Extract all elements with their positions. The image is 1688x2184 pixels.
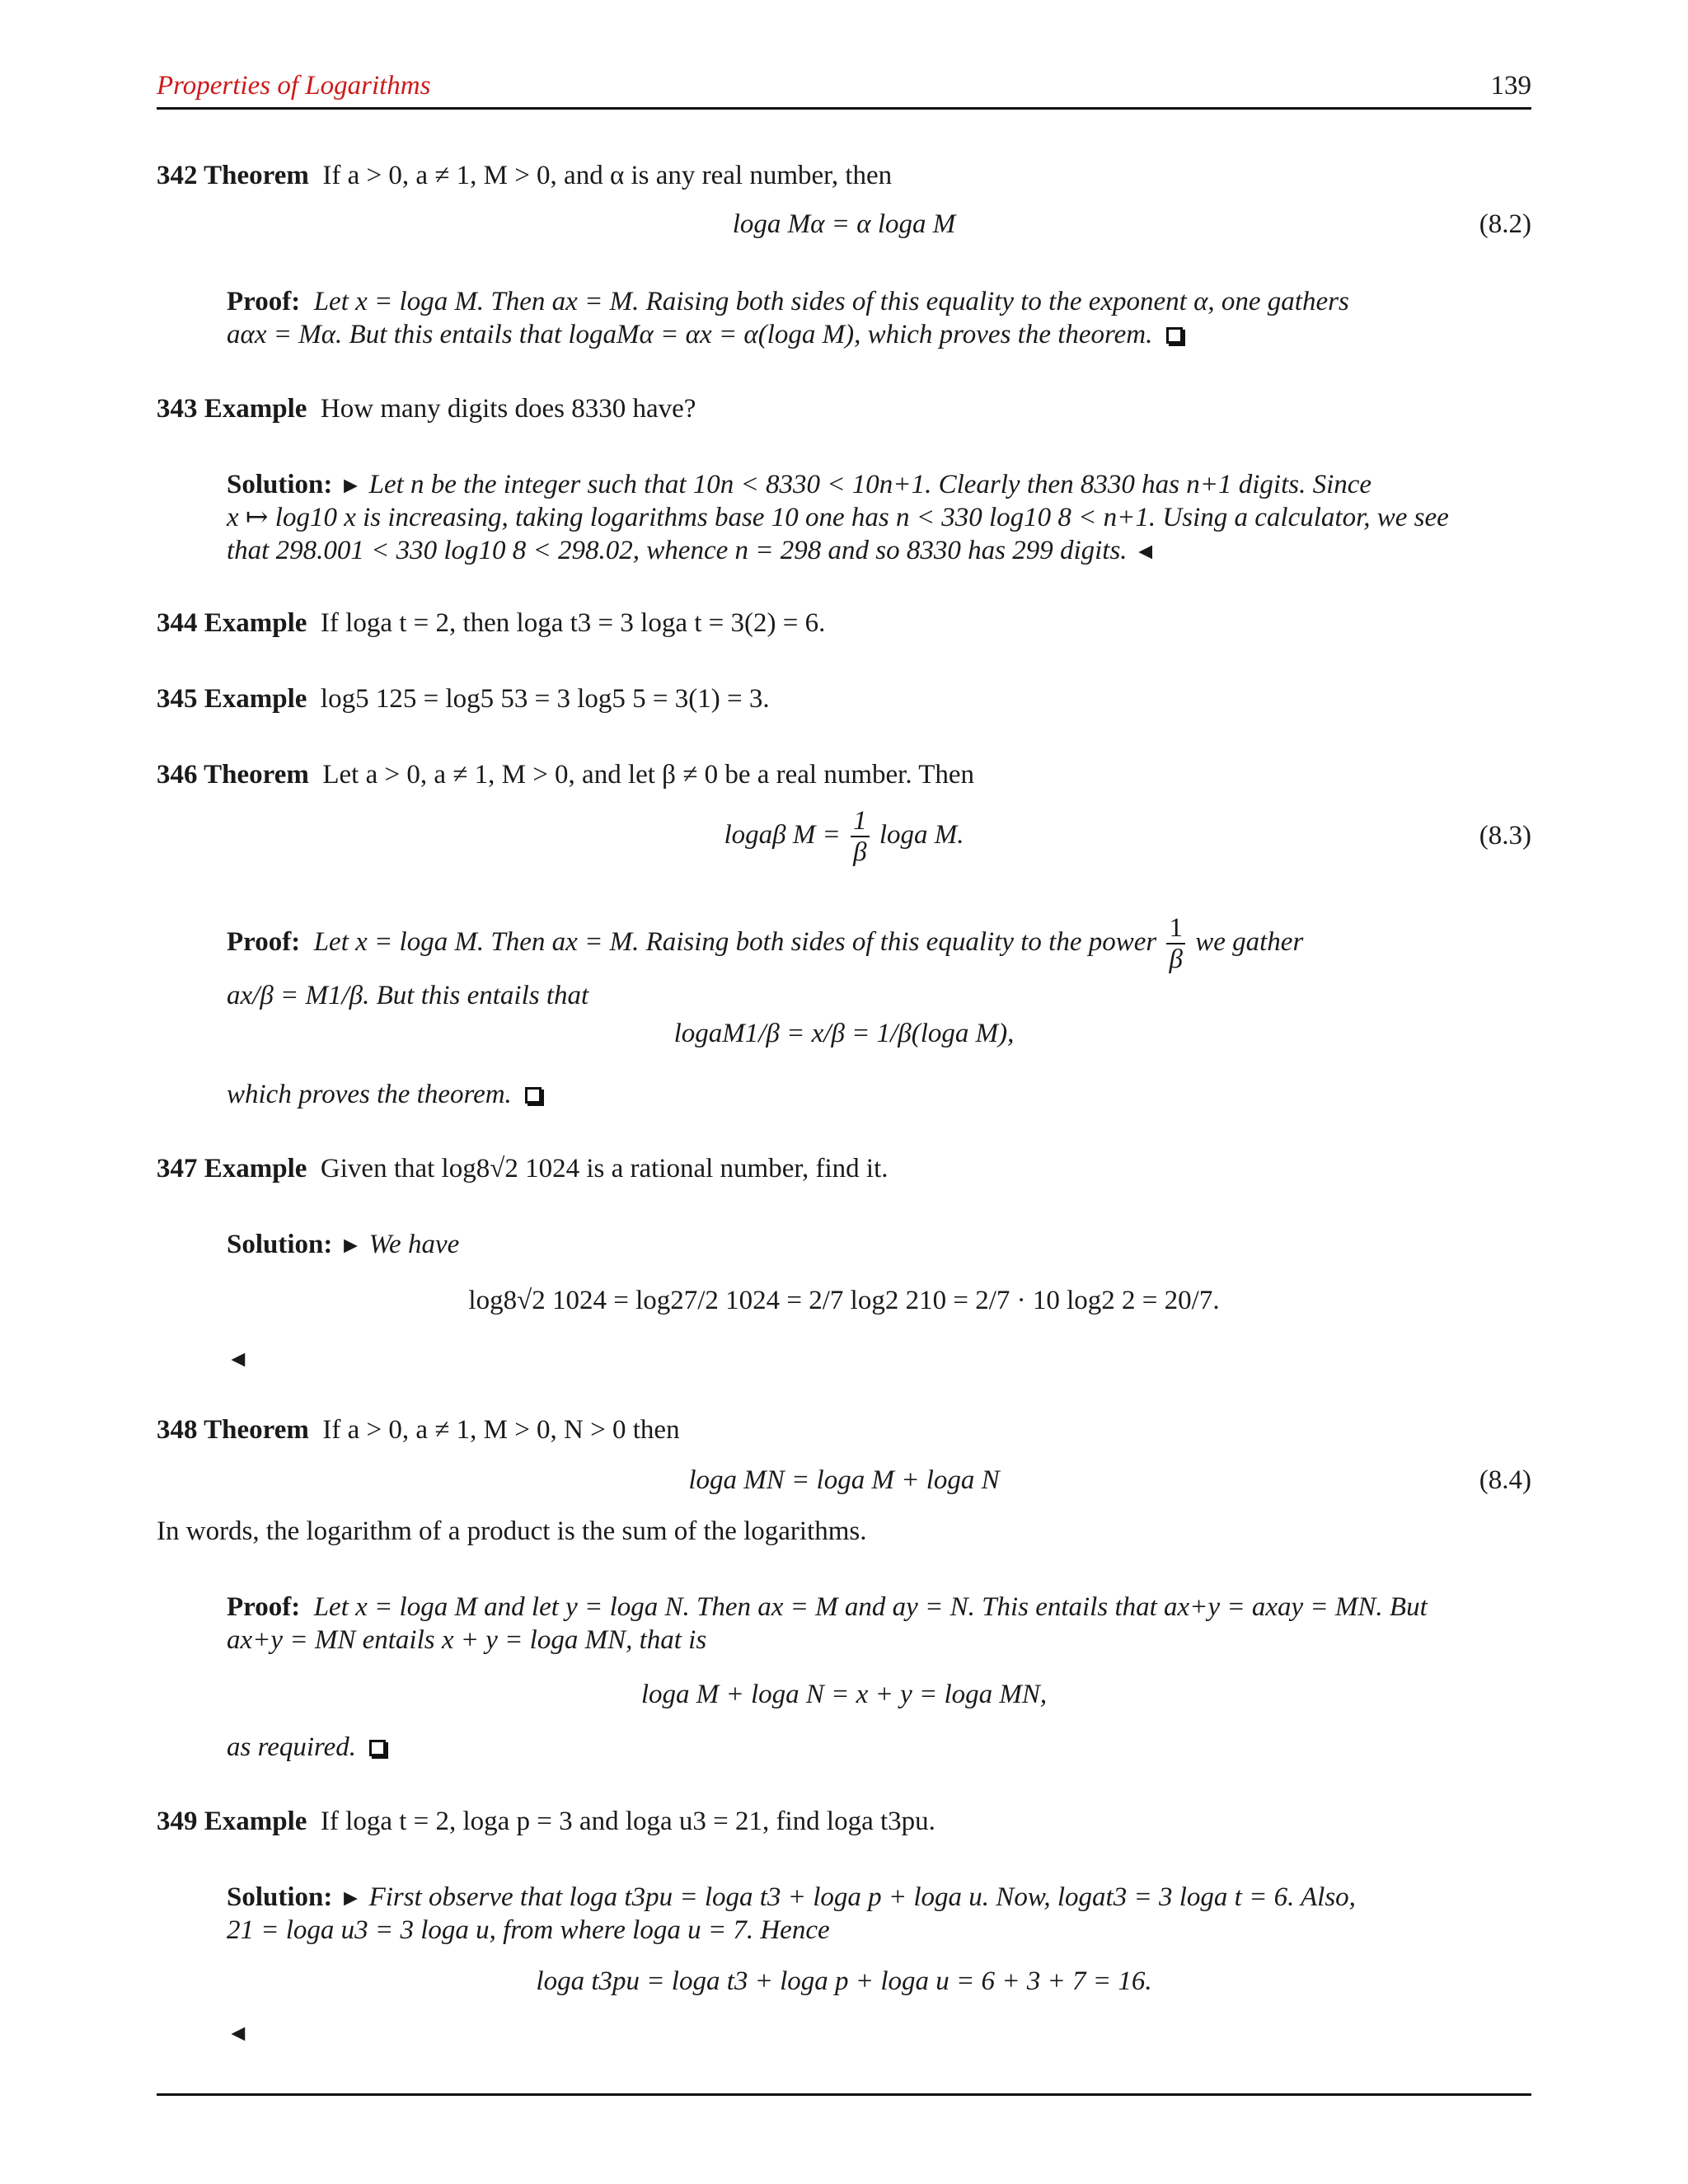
- solution-text: We have: [368, 1230, 460, 1259]
- proof-text: we gather: [1195, 926, 1304, 957]
- proof-346: [227, 913, 1303, 975]
- proof-text: which proves the theorem.: [227, 1080, 512, 1109]
- theorem-label: 348 Theorem: [157, 1415, 309, 1445]
- running-header: [157, 71, 1531, 110]
- theorem-label: 342 Theorem: [157, 161, 309, 190]
- solution-349: [227, 1882, 1356, 1914]
- theorem-label: 346 Theorem: [157, 760, 309, 790]
- equation-8-2: loga Mα = α loga M: [732, 209, 956, 239]
- example-statement: How many digits does 8330 have?: [320, 394, 696, 424]
- example-343: [157, 394, 696, 425]
- proof-text: as required.: [227, 1732, 357, 1762]
- theorem-statement: If a > 0, a ≠ 1, M > 0, N > 0 then: [322, 1415, 680, 1445]
- proof-346-line2: ax/β = M1/β. But this entails that: [227, 981, 589, 1010]
- qed-square-icon: [1166, 327, 1183, 344]
- proof-348-line2: ax+y = MN entails x + y = loga MN, that is: [227, 1625, 707, 1655]
- example-label: 349 Example: [157, 1807, 307, 1836]
- solution-349-line2: 21 = loga u3 = 3 loga u, from where loga u = 7. Hence: [227, 1915, 830, 1945]
- proof-342-line2: [227, 320, 1183, 351]
- theorem-statement: If a > 0, a ≠ 1, M > 0, and α is any real number, then: [322, 161, 893, 190]
- example-label: 347 Example: [157, 1154, 307, 1183]
- example-statement: If loga t = 2, then loga t3 = 3 loga t = 3(2) = 6.: [320, 608, 826, 638]
- fraction: $\frac{1}{\beta}$: [851, 806, 870, 868]
- footer-rule: [157, 2093, 1531, 2096]
- triangle-left-icon: ◄: [1133, 539, 1157, 565]
- example-label: 345 Example: [157, 684, 307, 714]
- proof-348: [227, 1592, 1428, 1624]
- proof-label: Proof:: [227, 287, 301, 316]
- example-label: 344 Example: [157, 608, 307, 638]
- fraction: $\frac{1}{\beta}$: [1166, 913, 1185, 975]
- end-solution-347: [227, 1343, 250, 1375]
- example-label: 343 Example: [157, 394, 307, 424]
- proof-text: aαx = Mα. But this entails that logaMα = αx = α(loga M), which proves the theorem.: [227, 320, 1153, 349]
- solution-347: [227, 1230, 459, 1261]
- proof-346-end: [227, 1080, 542, 1111]
- equation-349: loga t3pu = loga t3 + loga p + loga u = 6 + 3 + 7 = 16.: [536, 1966, 1152, 1996]
- triangle-left-icon: ◄: [227, 1347, 250, 1372]
- end-solution-349: [227, 2018, 250, 2049]
- triangle-right-icon: ►: [339, 473, 363, 499]
- theorem-statement: Let a > 0, a ≠ 1, M > 0, and let β ≠ 0 be a real number. Then: [322, 760, 975, 790]
- theorem-346: [157, 760, 974, 791]
- triangle-right-icon: ►: [339, 1233, 363, 1258]
- example-347: [157, 1154, 889, 1185]
- equation-8-3: logaβ M = $\frac{1}{\beta}$ loga M.: [724, 806, 964, 868]
- proof-label: Proof:: [227, 1592, 301, 1622]
- example-statement: log5 125 = log5 53 = 3 log5 5 = 3(1) = 3.: [320, 684, 770, 714]
- chapter-title: Properties of Logarithms: [157, 71, 431, 101]
- example-statement: Given that log8√2 1024 is a rational number, find it.: [320, 1154, 889, 1183]
- equation-347: log8√2 1024 = log27/2 1024 = 2/7 log2 210 = 2/7 · 10 log2 2 = 20/7.: [468, 1286, 1220, 1315]
- solution-343-line2: x ↦ log10 x is increasing, taking logarithms base 10 one has n < 330 log10 8 < n+1. Using a calculator, we see: [227, 503, 1449, 532]
- equation-number: (8.2): [1479, 209, 1531, 239]
- proof-text: Let x = loga M and let y = loga N. Then ax = M and ay = N. This entails that ax+y = axay = MN. But: [313, 1592, 1428, 1622]
- triangle-right-icon: ►: [339, 1886, 363, 1911]
- solution-label: Solution:: [227, 1882, 333, 1912]
- solution-label: Solution:: [227, 1230, 333, 1259]
- proof-text: Let x = loga M. Then ax = M. Raising both sides of this equality to the exponent α, one gathers: [313, 287, 1349, 316]
- theorem-342: [157, 161, 892, 192]
- solution-343-line3: [227, 536, 1157, 567]
- page-number: 139: [1490, 71, 1531, 101]
- equation-348-proof: loga M + loga N = x + y = loga MN,: [640, 1680, 1048, 1709]
- qed-square-icon: [525, 1087, 542, 1104]
- example-349: [157, 1807, 935, 1838]
- example-345: [157, 684, 770, 715]
- proof-text: Let x = loga M. Then ax = M. Raising both sides of this equality to the power: [313, 926, 1157, 957]
- example-statement: If loga t = 2, loga p = 3 and loga u3 = 21, find loga t3pu.: [320, 1807, 935, 1836]
- paragraph: In words, the logarithm of a product is the sum of the logarithms.: [157, 1516, 867, 1546]
- solution-text: First observe that loga t3pu = loga t3 + loga p + loga u. Now, logat3 = 3 loga t = 6. Also,: [368, 1882, 1356, 1912]
- theorem-348: [157, 1415, 680, 1446]
- solution-text: that 298.001 < 330 log10 8 < 298.02, whence n = 298 and so 8330 has 299 digits.: [227, 536, 1128, 565]
- solution-343: [227, 470, 1372, 501]
- equation-number: (8.3): [1479, 821, 1531, 851]
- qed-square-icon: [369, 1740, 386, 1756]
- equation-346-proof: logaM1/β = x/β = 1/β(loga M),: [673, 1019, 1015, 1048]
- proof-342: [227, 287, 1349, 318]
- proof-348-end: [227, 1732, 386, 1764]
- proof-label: Proof:: [227, 926, 301, 957]
- solution-label: Solution:: [227, 470, 333, 499]
- solution-text: Let n be the integer such that 10n < 8330 < 10n+1. Clearly then 8330 has n+1 digits. Since: [368, 470, 1372, 499]
- equation-8-4: loga MN = loga M + loga N: [688, 1465, 1000, 1495]
- example-344: [157, 608, 825, 640]
- triangle-left-icon: ◄: [227, 2021, 250, 2046]
- equation-number: (8.4): [1479, 1465, 1531, 1495]
